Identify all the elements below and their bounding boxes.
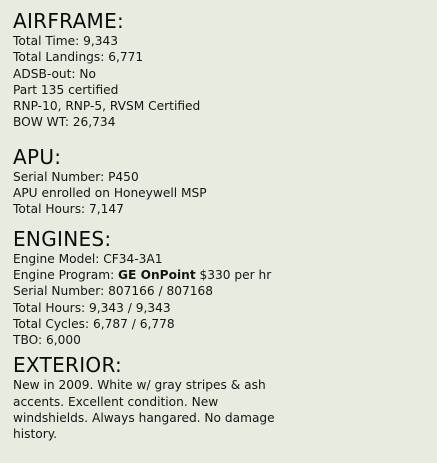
airframe-heading: AIRFRAME: (13, 9, 125, 33)
apu-msp-enrollment: APU enrolled on Honeywell MSP (13, 186, 207, 201)
bow-weight: BOW WT: 26,734 (13, 115, 116, 130)
exterior-description: New in 2009. White w/ gray stripes & ash accents. Excellent condition. New windshields. Always hangared. No damage history. (13, 378, 275, 442)
engine-program-name: GE OnPoint (118, 267, 196, 282)
rnp-certification: RNP-10, RNP-5, RVSM Certified (13, 99, 201, 114)
apu-serial-number: Serial Number: P450 (13, 169, 139, 184)
apu-total-hours: Total Hours: 7,147 (13, 202, 124, 217)
section-spacer (13, 131, 431, 145)
engine-serial-numbers: Serial Number: 807166 / 807168 (13, 284, 213, 299)
engine-program (13, 267, 431, 283)
engine-model: Engine Model: CF34-3A1 (13, 251, 163, 266)
engines-heading: ENGINES: (13, 226, 112, 251)
spec-sheet (13, 9, 431, 443)
apu-section (13, 145, 431, 218)
total-landings: Total Landings: 6,771 (13, 50, 144, 65)
adsb-out: ADSB-out: No (13, 66, 96, 81)
apu-heading: APU: (13, 144, 62, 169)
exterior-section (13, 353, 431, 442)
airframe-section (13, 9, 431, 131)
part-135: Part 135 certified (13, 82, 119, 97)
engines-section (13, 227, 431, 349)
total-time: Total Time: 9,343 (13, 34, 119, 48)
section-spacer (13, 218, 431, 227)
exterior-heading: EXTERIOR: (13, 353, 123, 378)
engine-tbo: TBO: 6,000 (13, 333, 81, 348)
engine-program-prefix: Engine Program: (13, 267, 119, 282)
engine-total-hours: Total Hours: 9,343 / 9,343 (13, 300, 171, 315)
engine-total-cycles: Total Cycles: 6,787 / 6,778 (13, 316, 175, 331)
engine-program-rate: $330 per hr (195, 267, 272, 282)
